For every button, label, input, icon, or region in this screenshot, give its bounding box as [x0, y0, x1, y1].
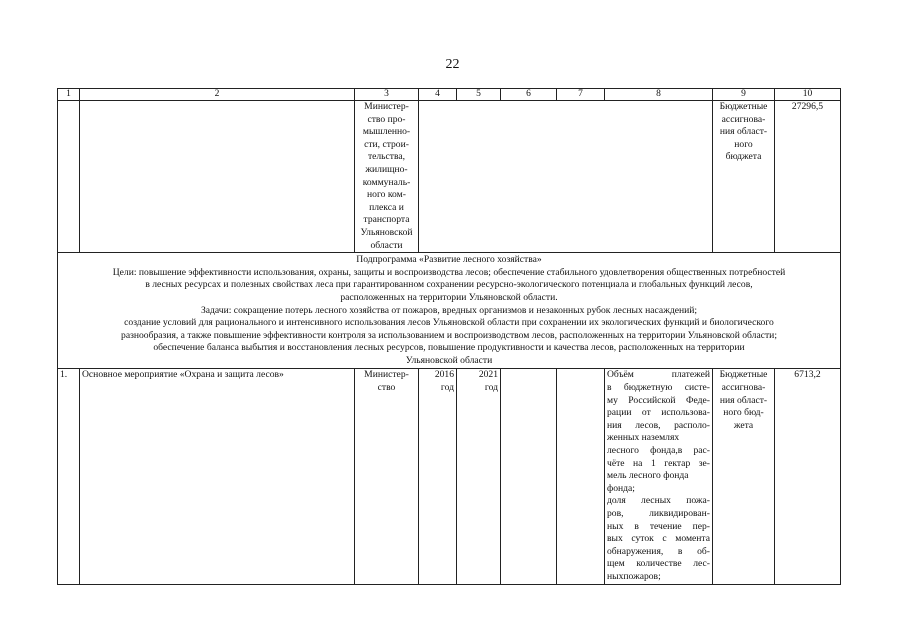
indicators-cell	[605, 369, 713, 584]
row-number-cell: 1.	[58, 369, 80, 584]
executor-cell: Министер- ство про- мышленно- сти, строи- тельства, жилищно- коммуналь- ного ком- плекса и транспорта Ульяновской области	[355, 101, 419, 253]
funding-source-cell: Бюджетные ассигнова- ния област- ного бюджета	[713, 101, 775, 253]
column-number-row	[58, 89, 841, 101]
subprogram-task-line: Ульяновской области	[405, 354, 493, 366]
column-number: 1	[58, 89, 80, 101]
column-number: 8	[605, 89, 713, 101]
indicator-line: Объём платежей	[607, 369, 710, 381]
column-number: 6	[501, 89, 557, 101]
event-cell	[80, 101, 355, 253]
executor-cell: Министер- ство	[355, 369, 419, 584]
subprogram-title: Подпрограмма «Развитие лесного хозяйства»	[356, 254, 542, 266]
subprogram-task-line: Задачи: сокращение потерь лесного хозяйства от пожаров, вредных организмов и незаконных рубок лесных насаждений;	[200, 304, 698, 316]
indicator-line: лесного фонда,в рас-	[607, 445, 710, 457]
table-row	[58, 369, 841, 584]
column-number: 3	[355, 89, 419, 101]
subprogram-goal-line: Цели: повышение эффективности использования, охраны, защиты и воспроизводства лесов; обеспечение стабильного удовлетворения общественных потребностей	[112, 266, 786, 278]
column-number: 9	[713, 89, 775, 101]
indicator-line: ных в течение пер-	[607, 520, 710, 532]
indicator-line: рации от использова-	[607, 407, 710, 419]
empty-merged-cell	[419, 101, 713, 253]
empty-cell	[557, 369, 605, 584]
column-number: 7	[557, 89, 605, 101]
indicator-line: обнаружения, в об-	[607, 545, 710, 557]
indicator-line: доля лесных пожа-	[607, 495, 710, 507]
end-year-cell: 2021 год	[457, 369, 501, 584]
indicator-line: вых суток с момента	[607, 533, 710, 545]
indicator-line: ния лесов, располо-	[607, 419, 710, 431]
amount-cell: 27296,5	[775, 101, 841, 253]
column-number: 10	[775, 89, 841, 101]
subprogram-row	[58, 253, 841, 369]
indicator-line: мель лесного фонда	[607, 470, 689, 482]
indicator-line: фонда;	[607, 482, 635, 494]
indicator-line: в бюджетную систе-	[607, 382, 710, 394]
indicator-line: му Российской Феде-	[607, 394, 710, 406]
subprogram-cell	[58, 253, 841, 369]
indicator-line: ров, ликвидирован-	[607, 508, 710, 519]
start-year-cell: 2016 год	[419, 369, 457, 584]
subprogram-goal-line: в лесных ресурсах и полезных свойствах леса при гарантированном сохранении ресурсно-экологического потенциала и глобальных функций лесов,	[145, 279, 753, 291]
table-row	[58, 101, 841, 253]
program-table	[57, 88, 841, 585]
column-number: 4	[419, 89, 457, 101]
row-number-cell	[58, 101, 80, 253]
empty-cell	[501, 369, 557, 584]
page-number: 22	[445, 57, 460, 72]
subprogram-task-line: разнообразия, а также повышение эффективности контроля за использованием и воспроизводством лесов, расположенных на территории Ульяновской области;	[121, 329, 777, 341]
column-number: 5	[457, 89, 501, 101]
indicator-line: чёте на 1 гектар зе-	[607, 457, 710, 469]
subprogram-task-line: создание условий для рационального и интенсивного использования лесов Ульяновской области при сохранении их экологических функций и биологического	[124, 317, 774, 329]
indicator-line: щем количестве лес-	[607, 558, 710, 570]
indicator-line: ныхпожаров;	[607, 570, 661, 582]
column-number: 2	[80, 89, 355, 101]
indicator-line: женных наземлях	[607, 432, 680, 444]
subprogram-task-line: обеспечение баланса выбытия и восстановления лесных ресурсов, повышение продуктивности и качества лесов, расположенных на территории	[153, 342, 745, 354]
amount-cell: 6713,2	[775, 369, 841, 584]
event-cell: Основное мероприятие «Охрана и защита лесов»	[80, 369, 355, 584]
subprogram-goal-line: расположенных на территории Ульяновской области.	[340, 291, 558, 303]
funding-source-cell: Бюджетные ассигнова- ния област- ного бюд- жета	[713, 369, 775, 584]
